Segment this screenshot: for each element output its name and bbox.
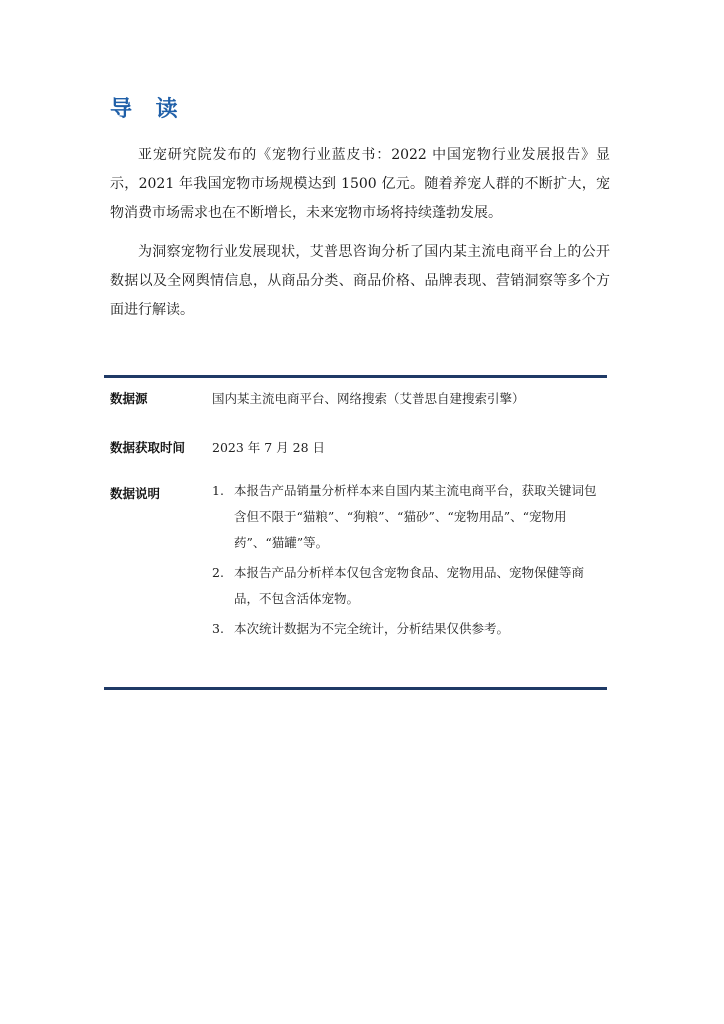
- data-notes-label: 数据说明: [110, 486, 161, 501]
- table-bottom-rule: [104, 687, 607, 690]
- intro-paragraph-1: 亚宠研究院发布的《宠物行业蓝皮书：2022 中国宠物行业发展报告》显示，2021 年我国宠物市场规模达到 1500 亿元。随着养宠人群的不断扩大，宠物消费市场需求也在不断增长，未来宠物市场将持续蓬勃发展。: [110, 147, 610, 221]
- list-item: [212, 478, 608, 556]
- data-notes-list: [212, 478, 608, 646]
- data-time-label: 数据获取时间: [110, 440, 186, 455]
- note-text: 本次统计数据为不完全统计，分析结果仅供参考。: [234, 621, 510, 636]
- list-item: [212, 616, 608, 642]
- data-source-label: 数据源: [110, 391, 148, 406]
- data-source-value: 国内某主流电商平台、网络搜索（艾普思自建搜索引擎）: [212, 391, 525, 406]
- note-number: 3.: [212, 621, 224, 636]
- intro-paragraph-2: 为洞察宠物行业发展现状，艾普思咨询分析了国内某主流电商平台上的公开数据以及全网舆情信息，从商品分类、商品价格、品牌表现、营销洞察等多个方面进行解读。: [110, 244, 610, 318]
- list-item: [212, 560, 608, 612]
- note-number: 1.: [212, 483, 224, 498]
- note-number: 2.: [212, 565, 224, 580]
- note-text: 本报告产品分析样本仅包含宠物食品、宠物用品、宠物保健等商品，不包含活体宠物。: [234, 565, 585, 606]
- note-text: 本报告产品销量分析样本来自国内某主流电商平台，获取关键词包含但不限于“猫粮”、“狗粮”、“猫砂”、“宠物用品”、“宠物用药”、“猫罐”等。: [234, 483, 597, 550]
- data-time-value: 2023 年 7 月 28 日: [212, 440, 326, 455]
- page-title: 导 读: [110, 97, 186, 122]
- table-top-rule: [104, 375, 607, 378]
